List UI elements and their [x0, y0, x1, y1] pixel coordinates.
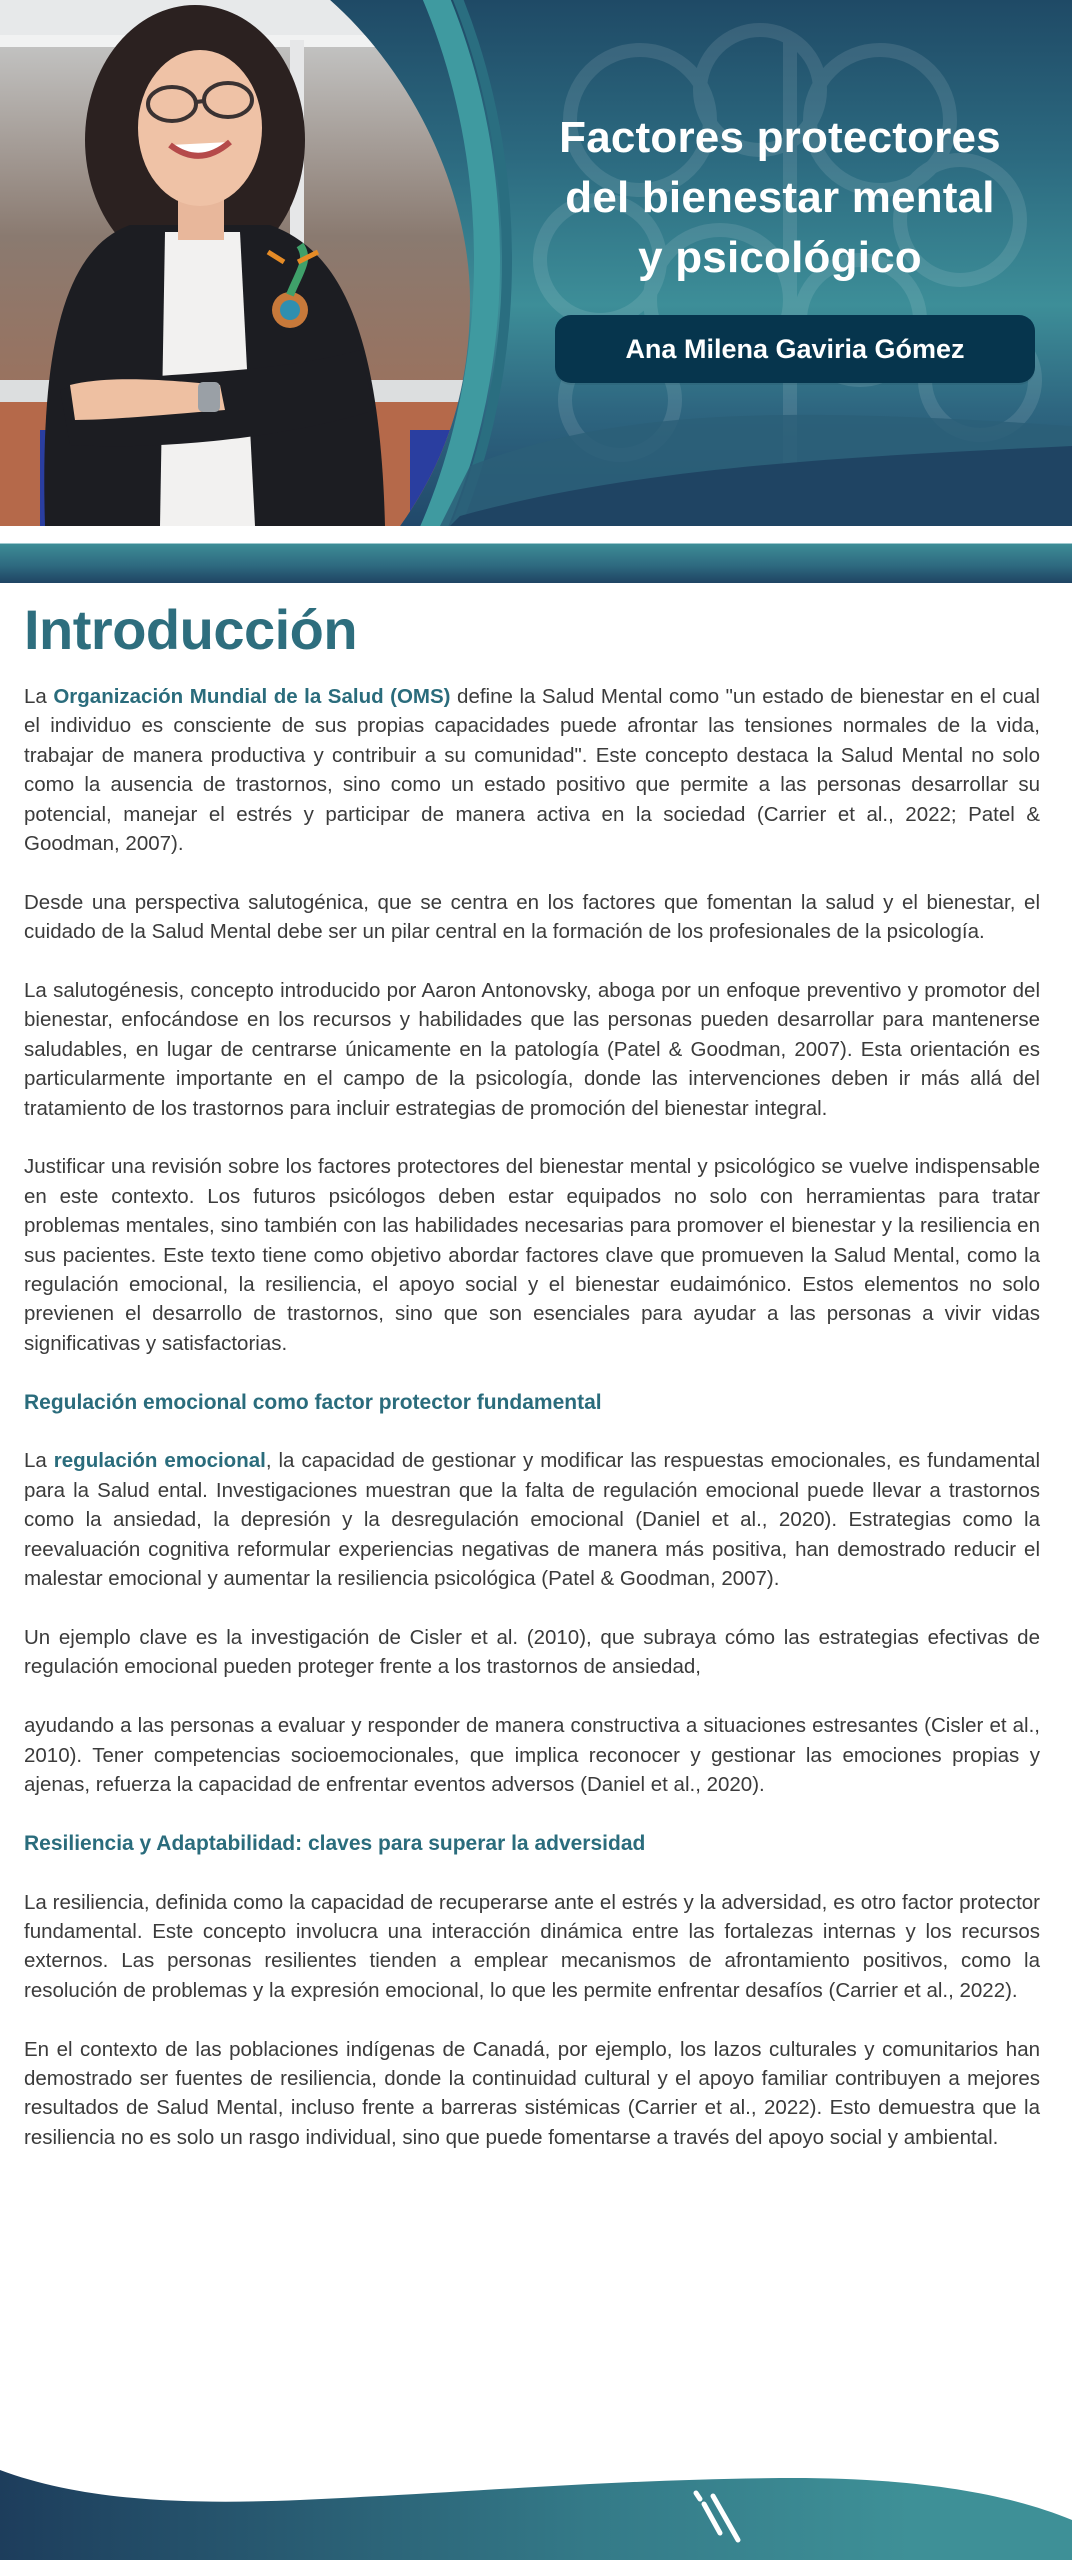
header-wave-decoration	[0, 386, 1072, 526]
intro-paragraph-1	[24, 682, 1040, 858]
teal-divider-band	[0, 543, 1072, 583]
title-line-2: del bienestar mental	[565, 173, 995, 222]
intro-heading: Introducción	[24, 598, 358, 661]
page-title	[500, 108, 1060, 288]
resilience-heading: Resiliencia y Adaptabilidad: claves para superar la adversidad	[24, 1831, 646, 1855]
resilience-paragraph-2: En el contexto de las poblaciones indígenas de Canadá, por ejemplo, los lazos culturales y comunitarios han demostrado ser fuentes de resiliencia, donde la continuidad cultural y el apoyo familiar contribuyen a mejores resultados de Salud Mental, incluso frente a barreras sistémicas (Carrier et al., 2022). Esto demuestra que la resiliencia no es solo un rasgo individual, sino que puede fomentarse a través del apoyo social y ambiental.	[24, 2037, 1040, 2149]
intro-paragraph-4: Justificar una revisión sobre los factores protectores del bienestar mental y psicológico se vuelve indispensable en este contexto. Los futuros psicólogos deben estar equipados no solo con herramientas para tratar problemas mentales, sino también con las habilidades necesarias para promover el bienestar y la resiliencia en sus pacientes. Este texto tiene como objetivo abordar factores clave que promueven la Salud Mental, como la regulación emocional, la resiliencia, el apoyo social y el bienestar eudaimónico. Estos elementos no solo previenen el desarrollo de trastornos, sino que son esenciales para ayudar a las personas a vivir vidas significativas y satisfactorias.	[24, 1155, 1040, 1355]
footer-wave	[0, 2460, 1072, 2560]
intro-paragraph-2: Desde una perspectiva salutogénica, que se centra en los factores que fomentan la salud y el bienestar, el cuidado de la Salud Mental debe ser un pilar central en la formación de los profesionales de la psicología.	[24, 890, 1040, 944]
text-span: La	[24, 685, 54, 708]
article-body	[24, 594, 1040, 2182]
author-name-badge	[555, 315, 1035, 383]
text-span: define la Salud Mental como "un estado de bienestar en el cual el individuo es consciente de sus propias capacidades puede afrontar las tensiones normales de la vida, trabajar de manera productiva y contribuir a su comunidad". Este concepto destaca la Salud Mental no solo como la ausencia de trastornos, sino como un estado positivo que permite a las personas desarrollar su potencial, manejar el estrés y participar de manera activa en la sociedad (Carrier et al., 2022; Patel & Goodman, 2007).	[24, 685, 1040, 856]
header-banner	[0, 0, 1072, 526]
author-name: Ana Milena Gaviria Gómez	[625, 333, 965, 364]
regulation-paragraph-1	[24, 1446, 1040, 1593]
oms-highlight: Organización Mundial de la Salud (OMS)	[53, 685, 451, 708]
regulation-heading: Regulación emocional como factor protector fundamental	[24, 1390, 602, 1414]
text-span: La	[24, 1449, 54, 1473]
regulation-paragraph-3: ayudando a las personas a evaluar y responder de manera constructiva a situaciones estresantes (Cisler et al., 2010). Tener competencias socioemocionales, que implica reconocer y gestionar las emociones propias y ajenas, refuerza la capacidad de enfrentar eventos adversos (Daniel et al., 2020).	[24, 1714, 1040, 1796]
regulation-paragraph-2: Un ejemplo clave es la investigación de Cisler et al. (2010), que subraya cómo las estrategias efectivas de regulación emocional pueden proteger frente a los trastornos de ansiedad,	[24, 1625, 1040, 1679]
title-line-3: y psicológico	[638, 233, 922, 282]
resilience-paragraph-1: La resiliencia, definida como la capacidad de recuperarse ante el estrés y la adversidad, es otro factor protector fundamental. Este concepto involucra una interacción dinámica entre las fortalezas internas y los recursos externos. Las personas resilientes tienden a emplear mecanismos de afrontamiento positivos, como la resolución de problemas y la expresión emocional, lo que les permite enfrentar desafíos (Carrier et al., 2022).	[24, 1890, 1040, 2002]
title-line-1: Factores protectores	[559, 113, 1001, 162]
regulation-highlight: regulación emocional	[53, 1449, 266, 1473]
text-span: , la capacidad de gestionar y modificar las respuestas emocionales, es fundamental para la Salud ental. Investigaciones muestran que la falta de regulación emocional puede llevar a trastornos como la ansiedad, la depresión y la desregulación emocional (Daniel et al., 2020). Estrategias como la reevaluación cognitiva reformular experiencias negativas de manera más positiva, han demostrado reducir el malestar emocional y aumentar la resiliencia psicológica (Patel & Goodman, 2007).	[24, 1449, 1041, 1591]
intro-paragraph-3: La salutogénesis, concepto introducido por Aaron Antonovsky, aboga por un enfoque preventivo y promotor del bienestar, enfocándose en los recursos y habilidades que las personas pueden desarrollar para mantenerse saludables, en lugar de centrarse únicamente en la patología (Patel & Goodman, 2007). Esta orientación es particularmente importante en el campo de la psicología, donde las intervenciones deben ir más allá del tratamiento de los trastornos para incluir estrategias de promoción del bienestar integral.	[24, 979, 1040, 1120]
header-separator	[0, 526, 1072, 543]
